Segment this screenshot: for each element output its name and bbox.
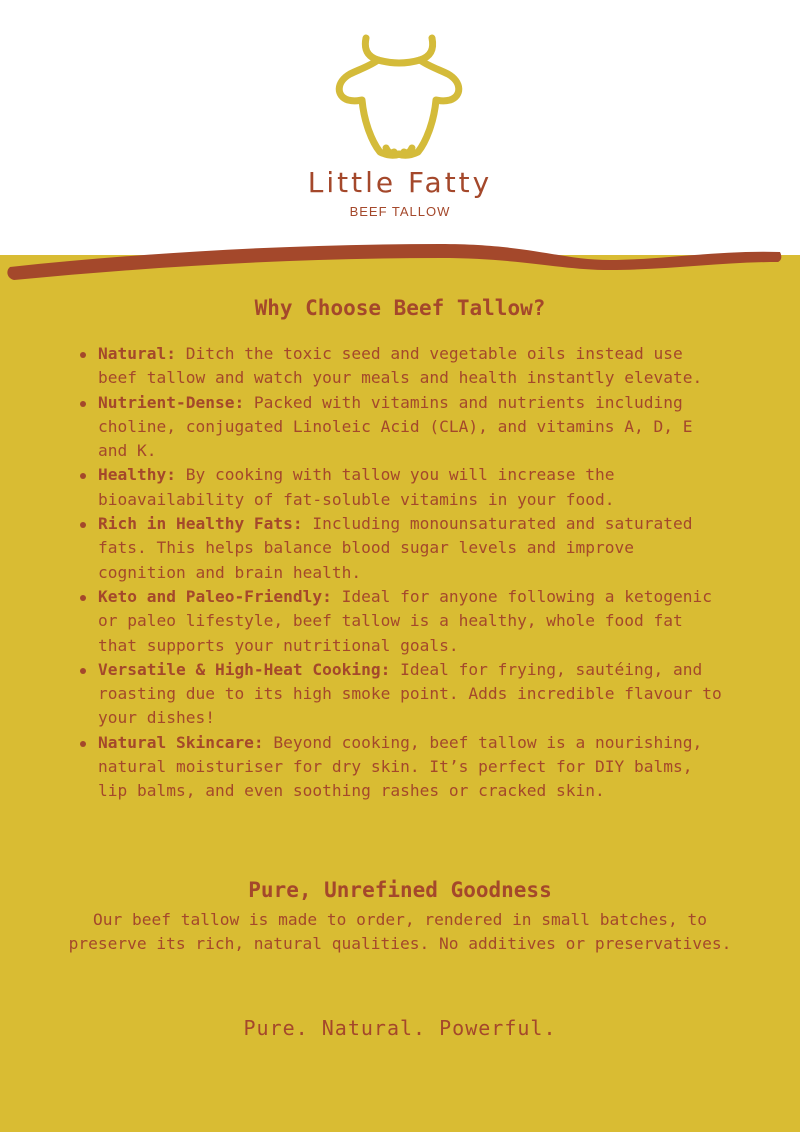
benefit-item-versatile	[78, 658, 728, 731]
benefit-label: Nutrient-Dense:	[98, 392, 245, 412]
cow-head-icon	[328, 30, 468, 165]
benefit-label: Rich in Healthy Fats:	[98, 514, 303, 534]
benefit-item-natural	[78, 342, 728, 391]
benefit-item-keto-paleo	[78, 585, 728, 658]
benefit-item-healthy	[78, 463, 728, 512]
benefit-text: Beyond cooking, beef tallow is a nourishing, natural moisturiser for dry skin. It’s perfect for DIY balms, lip balms, and even soothing rashes or cracked skin.	[98, 732, 703, 801]
brand-subtitle: BEEF TALLOW	[349, 204, 451, 219]
benefit-label: Natural:	[98, 344, 176, 363]
benefit-list	[78, 342, 728, 804]
pure-title: Pure, Unrefined Goodness	[248, 878, 552, 902]
benefit-text: Ideal for frying, sautéing, and roasting due to its high smoke point. Adds incredible flavour to your dishes!	[98, 659, 722, 728]
benefit-item-nutrient-dense	[78, 391, 728, 464]
benefit-label: Healthy:	[98, 465, 176, 485]
header	[0, 0, 800, 260]
brand-name: Little Fatty	[307, 166, 493, 199]
benefit-text: By cooking with tallow you will increase the bioavailability of fat-soluble vitamins in your food.	[98, 465, 615, 509]
benefit-text: Ditch the toxic seed and vegetable oils instead use beef tallow and watch your meals and health instantly elevate.	[98, 344, 703, 388]
pure-paragraph: Our beef tallow is made to order, rendered in small batches, to preserve its rich, natural qualities. No additives or preservatives.	[68, 910, 732, 954]
benefit-label: Versatile & High-Heat Cooking:	[98, 659, 391, 679]
benefit-item-skincare	[78, 731, 728, 804]
benefit-text: Including monounsaturated and saturated fats. This helps balance blood sugar levels and improve cognition and brain health.	[98, 514, 693, 582]
tagline: Pure. Natural. Powerful.	[243, 1016, 557, 1040]
benefit-item-healthy-fats	[78, 512, 728, 585]
benefit-text: Packed with vitamins and nutrients including choline, conjugated Linoleic Acid (CLA), and vitamins A, D, E and K.	[98, 392, 693, 461]
wave-divider	[0, 230, 800, 290]
benefit-label: Keto and Paleo-Friendly:	[98, 586, 332, 606]
benefit-text: Ideal for anyone following a ketogenic or paleo lifestyle, beef tallow is a healthy, whole food fat that supports your nutritional goals.	[98, 586, 712, 655]
why-title: Why Choose Beef Tallow?	[254, 296, 546, 320]
benefit-label: Natural Skincare:	[98, 732, 264, 752]
